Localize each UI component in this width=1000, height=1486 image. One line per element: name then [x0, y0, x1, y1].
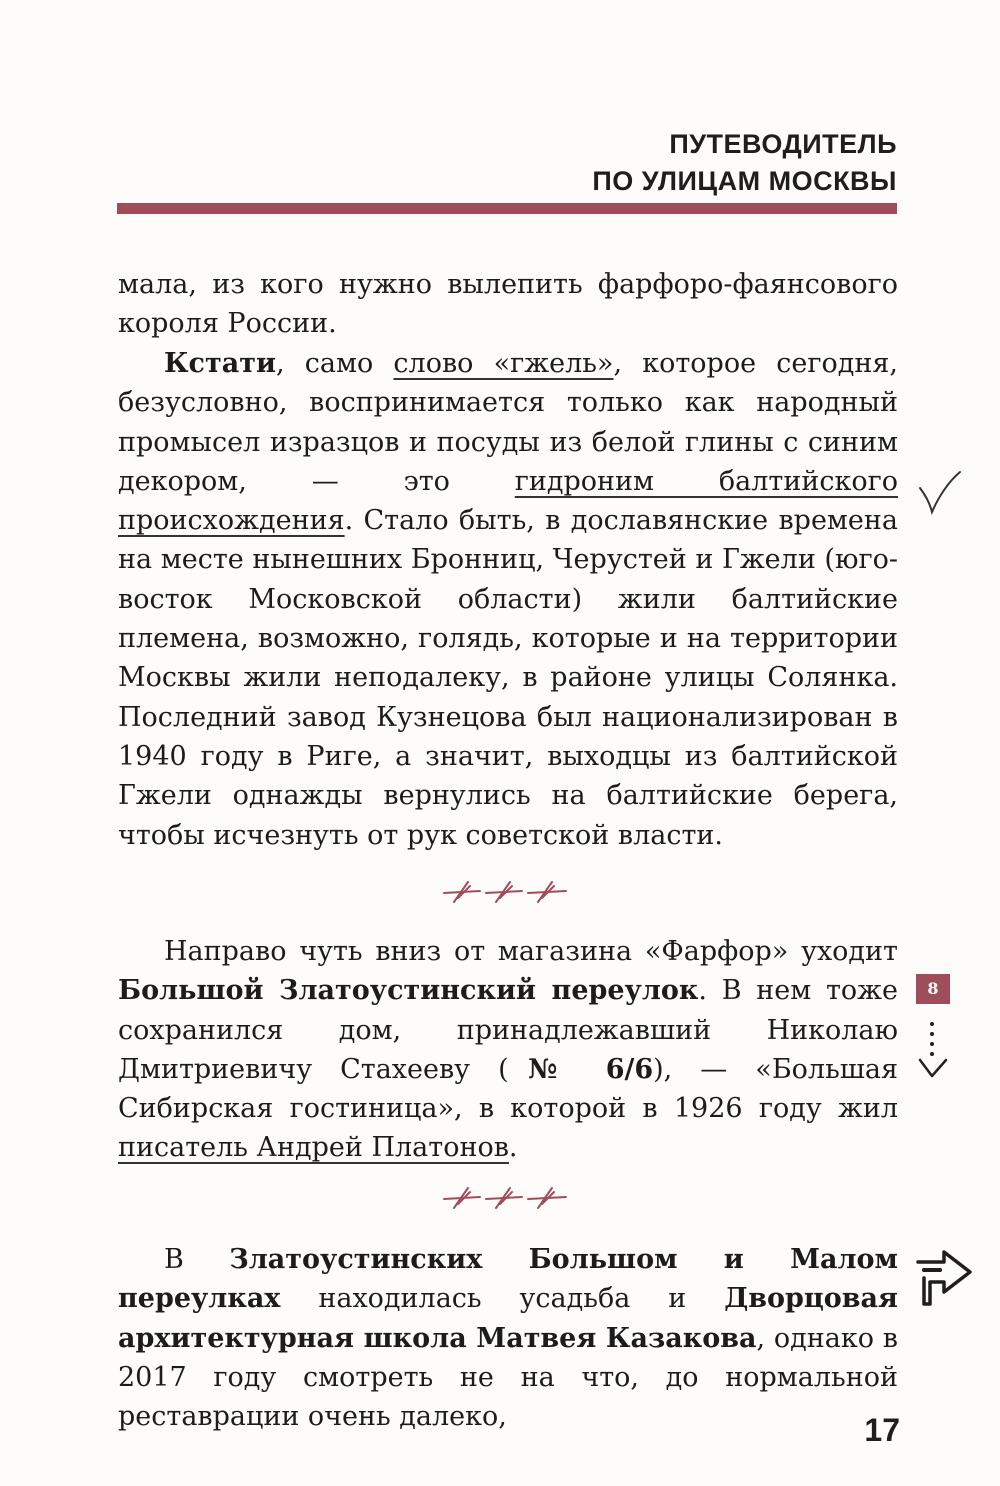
p3-bold-2: № 6/6: [508, 1053, 654, 1085]
side-tag: 8: [916, 974, 950, 1004]
p2-bold-lead: Кстати: [164, 348, 276, 379]
p3-underline-1: писатель Андрей Платонов: [118, 1132, 509, 1164]
paragraph-1-text: мала, из кого нужно вылепить фарфоро-фаянсового короля России.: [118, 269, 898, 340]
p2-text-2: , которое сегодня, безусловно, воспринимается только как народный промысел изразцов и посуды из белой глины с синим декором, — это: [118, 348, 898, 497]
running-header: [592, 126, 897, 200]
paragraph-2: [118, 344, 898, 855]
header-rule: [117, 203, 897, 214]
p2-underline-2: гидроним балтийского происхождения: [118, 465, 898, 537]
paragraph-4: [118, 1240, 898, 1436]
p4-bold-2: Дворцовая архитектурная школа Матвея Казакова: [118, 1283, 898, 1354]
p3-text-1: Направо чуть вниз от магазина «Фарфор» уходит: [164, 936, 898, 967]
separator-stars-icon: [440, 876, 570, 906]
p4-text-1: В: [164, 1244, 230, 1275]
page-number: 17: [864, 1412, 900, 1448]
paragraph-3: [118, 932, 898, 1168]
p4-bold-1: Златоустинских Большом и Малом переулках: [118, 1244, 898, 1315]
p3-text-3: ), — «Большая Сибирская гостиница», в которой в 1926 году жил: [118, 1053, 899, 1125]
separator-stars-icon: [440, 1182, 570, 1212]
p3-bold-1: Большой Златоустинский переулок: [118, 975, 699, 1007]
header-line-2: ПО УЛИЦАМ МОСКВЫ: [592, 166, 897, 196]
checkmark-icon: [918, 470, 962, 516]
p2-text-1: , само: [275, 348, 394, 379]
paragraph-1: [118, 265, 898, 344]
p3-text-2: . В нем тоже сохранился дом, принадлежавший Николаю Дмитриевичу Стахееву (: [118, 975, 898, 1085]
p4-text-3: , однако в 2017 году смотреть не на что, до нормальной реставрации очень далеко,: [118, 1322, 898, 1433]
p2-text-3: . Стало быть, в дославянские времена на месте нынешних Бронниц, Черустей и Гжели (юго-восток Московской области) жили балтийские племена, возможно, голядь, которые и на территории Москвы жили неподалеку, в районе улицы Солянка. Последний завод Кузнецова был национализирован в 1940 году в Риге, а значит, выходцы из балтийской Гжели однажды вернулись на балтийские берега, чтобы исчезнуть от рук советской власти.: [118, 505, 898, 851]
header-line-1: ПУТЕВОДИТЕЛЬ: [669, 129, 897, 159]
dotted-arrow-down-icon: [918, 1020, 948, 1082]
pointing-arrow-icon: [914, 1248, 974, 1308]
p4-text-2: находилась усадьба и: [280, 1283, 725, 1315]
p3-text-4: .: [508, 1132, 518, 1164]
p2-underline-1: слово «гжель»: [393, 348, 614, 379]
